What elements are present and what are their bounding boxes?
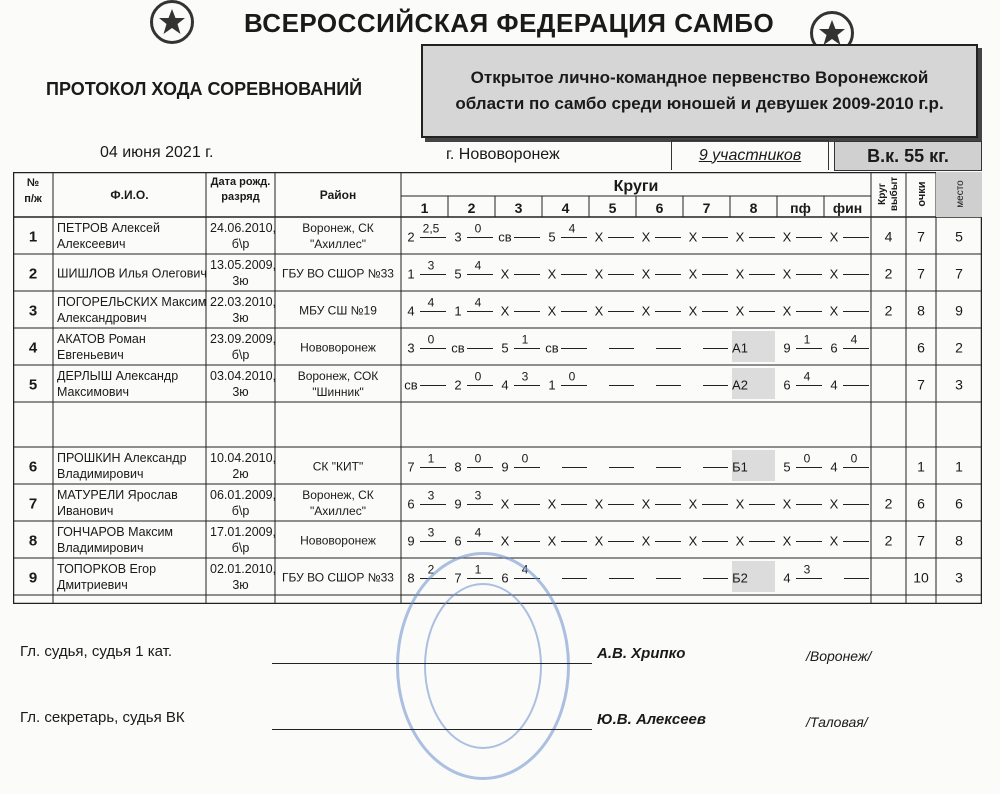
birth-date: 06.01.2009, bbox=[210, 488, 277, 502]
round-opponent: 4 bbox=[830, 377, 838, 393]
header-points: очки bbox=[916, 181, 928, 207]
round-score: 0 bbox=[427, 332, 435, 347]
round-opponent: св bbox=[451, 340, 465, 356]
round-score: 3 bbox=[521, 369, 529, 384]
points: 7 bbox=[917, 376, 925, 393]
round-opponent: Б2 bbox=[732, 570, 748, 586]
round-opponent: св bbox=[498, 229, 512, 245]
round-opponent: 2 bbox=[407, 229, 415, 245]
row-number: 9 bbox=[28, 569, 38, 587]
round-score: 4 bbox=[850, 332, 858, 347]
round-label: пф bbox=[790, 200, 811, 216]
round-out: 2 bbox=[884, 265, 893, 282]
points: 7 bbox=[917, 228, 925, 245]
round-opponent: X bbox=[735, 496, 745, 512]
birth-date: 10.04.2010, bbox=[210, 451, 277, 465]
round-opponent: X bbox=[500, 266, 510, 282]
place: 3 bbox=[955, 569, 963, 586]
judge-name: А.В. Хрипко bbox=[597, 645, 686, 662]
round-opponent: X bbox=[735, 533, 745, 549]
region: Воронеж, СОК bbox=[297, 369, 379, 383]
round-opponent: X bbox=[782, 229, 792, 245]
place: 1 bbox=[955, 458, 963, 475]
round-score: 3 bbox=[427, 258, 435, 273]
round-opponent: 6 bbox=[830, 340, 838, 356]
competition-date: 04 июня 2021 г. bbox=[100, 144, 214, 161]
judge-city: /Воронеж/ bbox=[806, 648, 872, 664]
round-opponent: X bbox=[641, 229, 651, 245]
place: 2 bbox=[955, 339, 963, 356]
secretary-signature-line bbox=[272, 729, 592, 730]
competition-title-box bbox=[421, 44, 978, 138]
round-opponent: А2 bbox=[732, 377, 748, 393]
athlete-name: Владимирович bbox=[57, 467, 144, 481]
region: СК "КИТ" bbox=[312, 459, 364, 474]
round-score: 3 bbox=[427, 488, 435, 503]
competition-line-1: Открытое лично-командное первенство Воронежской bbox=[470, 68, 929, 87]
round-opponent: 1 bbox=[407, 266, 415, 282]
athlete-name: ГОНЧАРОВ Максим bbox=[57, 525, 174, 539]
birth-date: 22.03.2010, bbox=[210, 295, 277, 309]
round-score: 1 bbox=[803, 332, 811, 347]
round-score: 4 bbox=[427, 295, 435, 310]
round-opponent: X bbox=[641, 266, 651, 282]
place: 3 bbox=[955, 376, 963, 393]
points: 7 bbox=[917, 265, 925, 282]
round-opponent: 7 bbox=[407, 459, 415, 475]
round-score: 0 bbox=[521, 451, 529, 466]
place: 9 bbox=[955, 302, 963, 319]
round-opponent: 4 bbox=[501, 377, 509, 393]
athlete-name: ШИШЛОВ Илья Олегович bbox=[57, 266, 207, 281]
region: МБУ СШ №19 bbox=[299, 303, 377, 318]
round-opponent: X bbox=[829, 533, 839, 549]
header-dob: Дата рожд. bbox=[210, 176, 271, 188]
round-out: 4 bbox=[884, 228, 893, 245]
secretary-name: Ю.В. Алексеев bbox=[597, 711, 706, 728]
round-opponent: 6 bbox=[783, 377, 791, 393]
round-label: 1 bbox=[420, 200, 429, 216]
round-opponent: 1 bbox=[454, 303, 462, 319]
round-opponent: X bbox=[735, 229, 745, 245]
birth-date: 03.04.2010, bbox=[210, 369, 277, 383]
round-score: 1 bbox=[474, 562, 482, 577]
athlete-name: Владимирович bbox=[57, 541, 144, 555]
birth-date: 17.01.2009, bbox=[210, 525, 277, 539]
round-out: 2 bbox=[884, 532, 893, 549]
round-opponent: 5 bbox=[454, 266, 462, 282]
round-opponent: X bbox=[594, 533, 604, 549]
place: 6 bbox=[955, 495, 963, 512]
round-opponent: X bbox=[829, 266, 839, 282]
round-opponent: X bbox=[641, 533, 651, 549]
birth-date: 13.05.2009, bbox=[210, 258, 277, 272]
round-score: 1 bbox=[427, 451, 435, 466]
round-opponent: X bbox=[782, 496, 792, 512]
round-label: 8 bbox=[749, 200, 758, 216]
athlete-name: АКАТОВ Роман bbox=[57, 332, 146, 346]
place: 8 bbox=[955, 532, 963, 549]
header-out: выбыт bbox=[889, 176, 900, 212]
round-opponent: X bbox=[688, 303, 698, 319]
protocol-table bbox=[13, 172, 982, 604]
round-opponent: X bbox=[782, 533, 792, 549]
competition-line-2: области по самбо среди юношей и девушек 2009-2010 г.р. bbox=[455, 94, 944, 113]
points: 7 bbox=[917, 532, 925, 549]
place: 7 bbox=[955, 265, 963, 282]
rank: б\р bbox=[231, 237, 250, 251]
header-num: п/ж bbox=[24, 193, 42, 205]
round-opponent: 4 bbox=[783, 570, 791, 586]
round-score: 0 bbox=[568, 369, 576, 384]
row-number: 8 bbox=[28, 532, 38, 550]
weight-category: В.к. 55 кг. bbox=[834, 141, 982, 171]
row-number: 6 bbox=[28, 458, 38, 476]
round-opponent: X bbox=[547, 303, 557, 319]
round-label: 5 bbox=[608, 200, 617, 216]
round-score: 0 bbox=[803, 451, 811, 466]
judge-signature-line bbox=[272, 663, 592, 664]
rank: 3ю bbox=[232, 385, 249, 399]
athlete-name: Дмитриевич bbox=[57, 578, 128, 592]
federation-stamp bbox=[396, 552, 570, 780]
round-opponent: X bbox=[547, 496, 557, 512]
row-number: 2 bbox=[28, 265, 38, 283]
round-opponent: 4 bbox=[407, 303, 415, 319]
athlete-name: ПОГОРЕЛЬСКИХ Максим bbox=[57, 295, 207, 309]
round-score: 4 bbox=[803, 369, 811, 384]
round-opponent: X bbox=[829, 303, 839, 319]
round-opponent: X bbox=[735, 303, 745, 319]
birth-date: 02.01.2010, bbox=[210, 562, 277, 576]
points: 1 bbox=[917, 458, 925, 475]
round-score: 3 bbox=[803, 562, 811, 577]
header-dob: разряд bbox=[221, 191, 260, 203]
birth-date: 24.06.2010, bbox=[210, 221, 277, 235]
round-opponent: 5 bbox=[783, 459, 791, 475]
sambo-emblem-icon bbox=[150, 0, 194, 44]
region: ГБУ ВО СШОР №33 bbox=[282, 570, 394, 585]
header-num: № bbox=[26, 177, 40, 189]
round-opponent: 7 bbox=[454, 570, 462, 586]
round-opponent: 9 bbox=[407, 533, 415, 549]
round-opponent: 8 bbox=[407, 570, 415, 586]
points: 6 bbox=[917, 495, 925, 512]
athlete-name: Максимович bbox=[57, 385, 130, 399]
place: 5 bbox=[955, 228, 963, 245]
round-opponent: 6 bbox=[501, 570, 509, 586]
round-opponent: Б1 bbox=[732, 459, 748, 475]
rank: 3ю bbox=[232, 578, 249, 592]
round-opponent: X bbox=[594, 496, 604, 512]
round-score: 1 bbox=[521, 332, 529, 347]
round-opponent: 8 bbox=[454, 459, 462, 475]
round-score: 4 bbox=[521, 562, 529, 577]
competition-city: г. Нововоронеж bbox=[446, 146, 560, 163]
header-out: Круг bbox=[877, 183, 888, 205]
round-opponent: 9 bbox=[501, 459, 509, 475]
round-score: 0 bbox=[850, 451, 858, 466]
secretary-label: Гл. секретарь, судья ВК bbox=[20, 709, 185, 726]
athlete-name: Александрович bbox=[57, 311, 147, 325]
round-score: 4 bbox=[568, 221, 576, 236]
round-label: 6 bbox=[655, 200, 664, 216]
region: "Ахиллес" bbox=[310, 237, 366, 251]
round-opponent: X bbox=[547, 266, 557, 282]
round-opponent: 6 bbox=[454, 533, 462, 549]
round-opponent: X bbox=[547, 533, 557, 549]
header-place: место bbox=[955, 180, 966, 208]
round-opponent: 3 bbox=[407, 340, 415, 356]
round-opponent: X bbox=[782, 266, 792, 282]
row-number: 1 bbox=[28, 228, 38, 246]
round-opponent: 3 bbox=[454, 229, 462, 245]
round-score: 0 bbox=[474, 221, 482, 236]
round-score: 4 bbox=[474, 525, 482, 540]
round-score: 3 bbox=[427, 525, 435, 540]
row-number: 5 bbox=[28, 376, 38, 394]
federation-title: ВСЕРОССИЙСКАЯ ФЕДЕРАЦИЯ САМБО bbox=[244, 8, 775, 38]
round-opponent: X bbox=[500, 303, 510, 319]
round-opponent: X bbox=[782, 303, 792, 319]
region: Нововоронеж bbox=[300, 533, 376, 548]
round-opponent: св bbox=[545, 340, 559, 356]
birth-date: 23.09.2009, bbox=[210, 332, 277, 346]
round-score: 2 bbox=[427, 562, 435, 577]
round-opponent: X bbox=[829, 496, 839, 512]
rank: б\р bbox=[231, 348, 250, 362]
round-opponent: 5 bbox=[548, 229, 556, 245]
round-out: 2 bbox=[884, 302, 893, 319]
points: 8 bbox=[917, 302, 925, 319]
rank: 3ю bbox=[232, 274, 249, 288]
round-score: 3 bbox=[474, 488, 482, 503]
round-label: 7 bbox=[702, 200, 711, 216]
round-out: 2 bbox=[884, 495, 893, 512]
round-opponent: X bbox=[688, 533, 698, 549]
athlete-name: ТОПОРКОВ Егор bbox=[57, 562, 157, 576]
round-label: фин bbox=[832, 200, 863, 216]
round-opponent: X bbox=[641, 496, 651, 512]
round-opponent: X bbox=[735, 266, 745, 282]
rank: 3ю bbox=[232, 311, 249, 325]
round-opponent: X bbox=[688, 496, 698, 512]
round-opponent: 5 bbox=[501, 340, 509, 356]
row-number: 3 bbox=[28, 302, 38, 320]
header-rounds: Круги bbox=[613, 178, 659, 195]
round-opponent: А1 bbox=[732, 340, 748, 356]
rank: б\р bbox=[231, 541, 250, 555]
round-opponent: X bbox=[829, 229, 839, 245]
round-opponent: X bbox=[688, 266, 698, 282]
athlete-name: МАТУРЕЛИ Ярослав bbox=[57, 488, 178, 502]
round-score: 2,5 bbox=[422, 221, 440, 236]
region: ГБУ ВО СШОР №33 bbox=[282, 266, 394, 281]
region: Воронеж, СК bbox=[302, 488, 374, 502]
secretary-city: /Таловая/ bbox=[806, 714, 868, 730]
round-opponent: 6 bbox=[407, 496, 415, 512]
points: 6 bbox=[917, 339, 925, 356]
athlete-name: Иванович bbox=[57, 504, 114, 518]
header-region: Район bbox=[319, 188, 357, 202]
round-opponent: X bbox=[594, 303, 604, 319]
athlete-name: ДЕРЛЫШ Александр bbox=[57, 369, 179, 383]
region: Воронеж, СК bbox=[302, 221, 374, 235]
participants-count: 9 участников bbox=[671, 140, 829, 170]
region: Нововоронеж bbox=[300, 340, 376, 355]
round-opponent: X bbox=[500, 496, 510, 512]
round-opponent: 9 bbox=[783, 340, 791, 356]
row-number: 4 bbox=[28, 339, 38, 357]
round-score: 0 bbox=[474, 451, 482, 466]
athlete-name: ПЕТРОВ Алексей bbox=[57, 221, 160, 235]
row-number: 7 bbox=[28, 495, 38, 513]
athlete-name: ПРОШКИН Александр bbox=[57, 451, 187, 465]
round-opponent: 2 bbox=[454, 377, 462, 393]
round-opponent: 1 bbox=[548, 377, 556, 393]
round-opponent: X bbox=[594, 229, 604, 245]
region: "Ахиллес" bbox=[310, 504, 366, 518]
round-label: 4 bbox=[561, 200, 570, 216]
round-opponent: 4 bbox=[830, 459, 838, 475]
round-score: 0 bbox=[474, 369, 482, 384]
round-score: 4 bbox=[474, 295, 482, 310]
round-label: 2 bbox=[467, 200, 476, 216]
round-opponent: 9 bbox=[454, 496, 462, 512]
athlete-name: Евгеньевич bbox=[57, 348, 124, 362]
round-opponent: X bbox=[688, 229, 698, 245]
protocol-title: ПРОТОКОЛ ХОДА СОРЕВНОВАНИЙ bbox=[46, 79, 363, 99]
round-opponent: X bbox=[594, 266, 604, 282]
points: 10 bbox=[913, 569, 929, 586]
judge-label: Гл. судья, судья 1 кат. bbox=[20, 643, 173, 660]
region: "Шинник" bbox=[312, 385, 364, 399]
header-name: Ф.И.О. bbox=[110, 188, 149, 202]
round-opponent: св bbox=[404, 377, 418, 393]
round-label: 3 bbox=[514, 200, 523, 216]
round-opponent: X bbox=[500, 533, 510, 549]
rank: 2ю bbox=[232, 467, 249, 481]
round-score: 4 bbox=[474, 258, 482, 273]
rank: б\р bbox=[231, 504, 250, 518]
athlete-name: Алексеевич bbox=[57, 237, 126, 251]
round-opponent: X bbox=[641, 303, 651, 319]
